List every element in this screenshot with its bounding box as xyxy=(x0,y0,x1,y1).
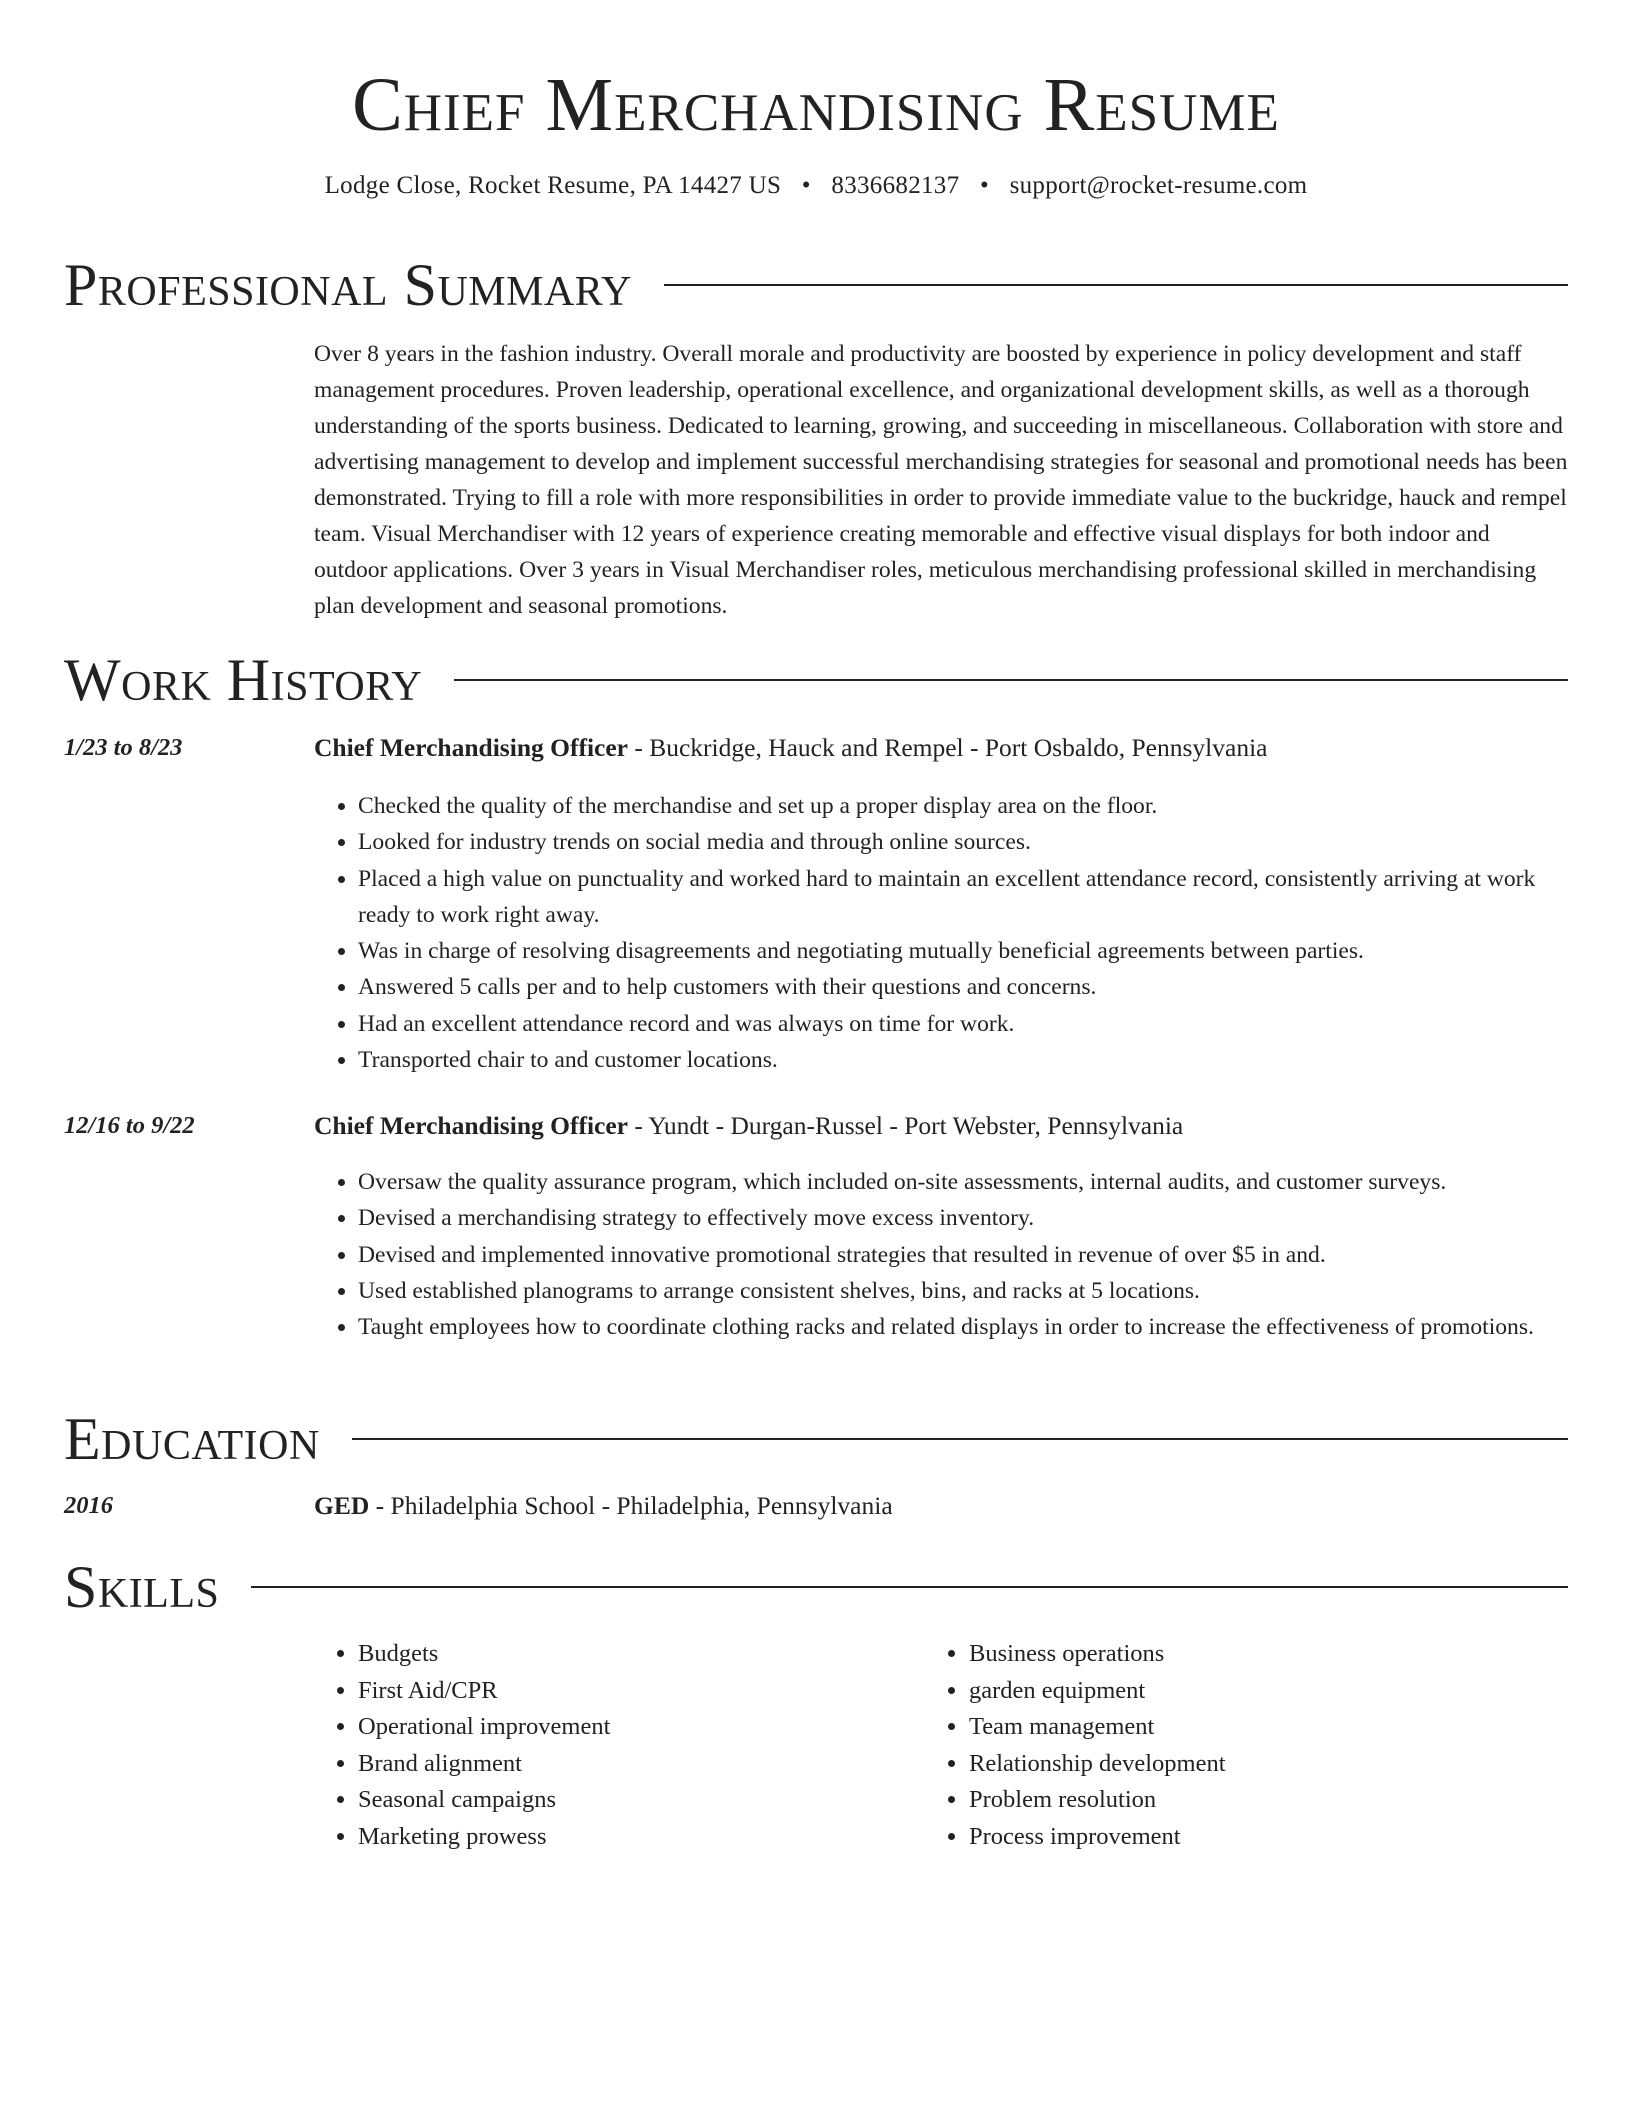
job-heading xyxy=(314,1111,1568,1141)
list-item: • Taught employees how to coordinate clothing racks and related displays in order to increase the effectiveness of promotions. xyxy=(358,1309,1568,1345)
list-item: • Was in charge of resolving disagreements and negotiating mutually beneficial agreements between parties. xyxy=(358,933,1568,969)
section-title-work: Work History xyxy=(64,647,423,713)
contact-address: Lodge Close, Rocket Resume, PA 14427 US xyxy=(324,172,782,199)
list-item: • Devised a merchandising strategy to effectively move excess inventory. xyxy=(358,1200,1568,1236)
list-item: • Answered 5 calls per and to help customers with their questions and concerns. xyxy=(358,969,1568,1005)
list-item: • Process improvement xyxy=(969,1819,1529,1856)
contact-email: support@rocket-resume.com xyxy=(1009,172,1308,199)
list-item: • First Aid/CPR xyxy=(358,1673,918,1710)
list-item: • Brand alignment xyxy=(358,1746,918,1783)
list-item: • Placed a high value on punctuality and worked hard to maintain an excellent attendance record, consistently arriving at work ready to work right away. xyxy=(358,861,1568,934)
section-divider xyxy=(352,1438,1568,1440)
skills-list-left xyxy=(314,1636,918,1855)
job-title: Chief Merchandising Officer xyxy=(314,1111,628,1140)
section-title-summary: Professional Summary xyxy=(64,252,632,318)
section-divider xyxy=(664,284,1568,286)
contact-line xyxy=(0,172,1632,200)
section-divider xyxy=(251,1586,1568,1588)
education-heading xyxy=(314,1491,1568,1521)
job-title: Chief Merchandising Officer xyxy=(314,733,628,762)
job-details: - Buckridge, Hauck and Rempel - Port Osbaldo, Pennsylvania xyxy=(627,733,1268,762)
list-item: • Problem resolution xyxy=(969,1782,1529,1819)
section-header-work xyxy=(64,645,1568,715)
list-item: • Used established planograms to arrange consistent shelves, bins, and racks at 5 locations. xyxy=(358,1273,1568,1309)
section-title-skills: Skills xyxy=(64,1554,220,1620)
summary-text: Over 8 years in the fashion industry. Overall morale and productivity are boosted by experience in policy development and staff management procedures. Proven leadership, operational excellence, and organizational development skills, as well as a thorough understanding of the sports business. Dedicated to learning, growing, and succeeding in miscellaneous. Collaboration with store and advertising management to develop and implement successful merchandising strategies for seasonal and promotional needs has been demonstrated. Trying to fill a role with more responsibilities in order to provide immediate value to the buckridge, hauck and rempel team. Visual Merchandiser with 12 years of experience creating memorable and effective visual displays for both indoor and outdoor applications. Over 3 years in Visual Merchandiser roles, meticulous merchandising professional skilled in merchandising plan development and seasonal promotions. xyxy=(314,341,1568,619)
list-item: • Budgets xyxy=(358,1636,918,1673)
contact-separator: • xyxy=(801,172,811,199)
job-dates: 12/16 to 9/22 xyxy=(64,1112,195,1139)
list-item: • Checked the quality of the merchandise and set up a proper display area on the floor. xyxy=(358,788,1568,824)
list-item: • Seasonal campaigns xyxy=(358,1782,918,1819)
contact-separator: • xyxy=(979,172,990,199)
list-item: • Business operations xyxy=(969,1636,1529,1673)
education-degree: GED xyxy=(314,1491,370,1520)
education-year: 2016 xyxy=(64,1492,113,1519)
job-dates: 1/23 to 8/23 xyxy=(64,734,183,761)
section-header-summary xyxy=(64,250,1568,320)
list-item: • Looked for industry trends on social media and through online sources. xyxy=(358,824,1568,860)
section-header-education xyxy=(64,1404,1568,1474)
section-divider xyxy=(454,679,1568,681)
list-item: • Team management xyxy=(969,1709,1529,1746)
section-title-education: Education xyxy=(64,1406,320,1472)
education-details: - Philadelphia School - Philadelphia, Pennsylvania xyxy=(369,1491,893,1520)
list-item: • Relationship development xyxy=(969,1746,1529,1783)
section-header-skills xyxy=(64,1552,1568,1622)
job-details: - Yundt - Durgan-Russel - Port Webster, Pennsylvania xyxy=(627,1111,1184,1140)
list-item: • Devised and implemented innovative promotional strategies that resulted in revenue of over $5 in and. xyxy=(358,1237,1568,1273)
resume-title: Chief Merchandising Resume xyxy=(352,63,1280,147)
job-bullets xyxy=(314,788,1568,1078)
list-item: • Had an excellent attendance record and was always on time for work. xyxy=(358,1006,1568,1042)
job-bullets xyxy=(314,1164,1568,1345)
job-heading xyxy=(314,733,1568,763)
list-item: • Operational improvement xyxy=(358,1709,918,1746)
contact-phone: 8336682137 xyxy=(831,172,960,199)
list-item: • Oversaw the quality assurance program, which included on-site assessments, internal audits, and customer surveys. xyxy=(358,1164,1568,1200)
list-item: • Marketing prowess xyxy=(358,1819,918,1856)
skills-list-right xyxy=(925,1636,1529,1855)
list-item: • Transported chair to and customer locations. xyxy=(358,1042,1568,1078)
list-item: • garden equipment xyxy=(969,1673,1529,1710)
